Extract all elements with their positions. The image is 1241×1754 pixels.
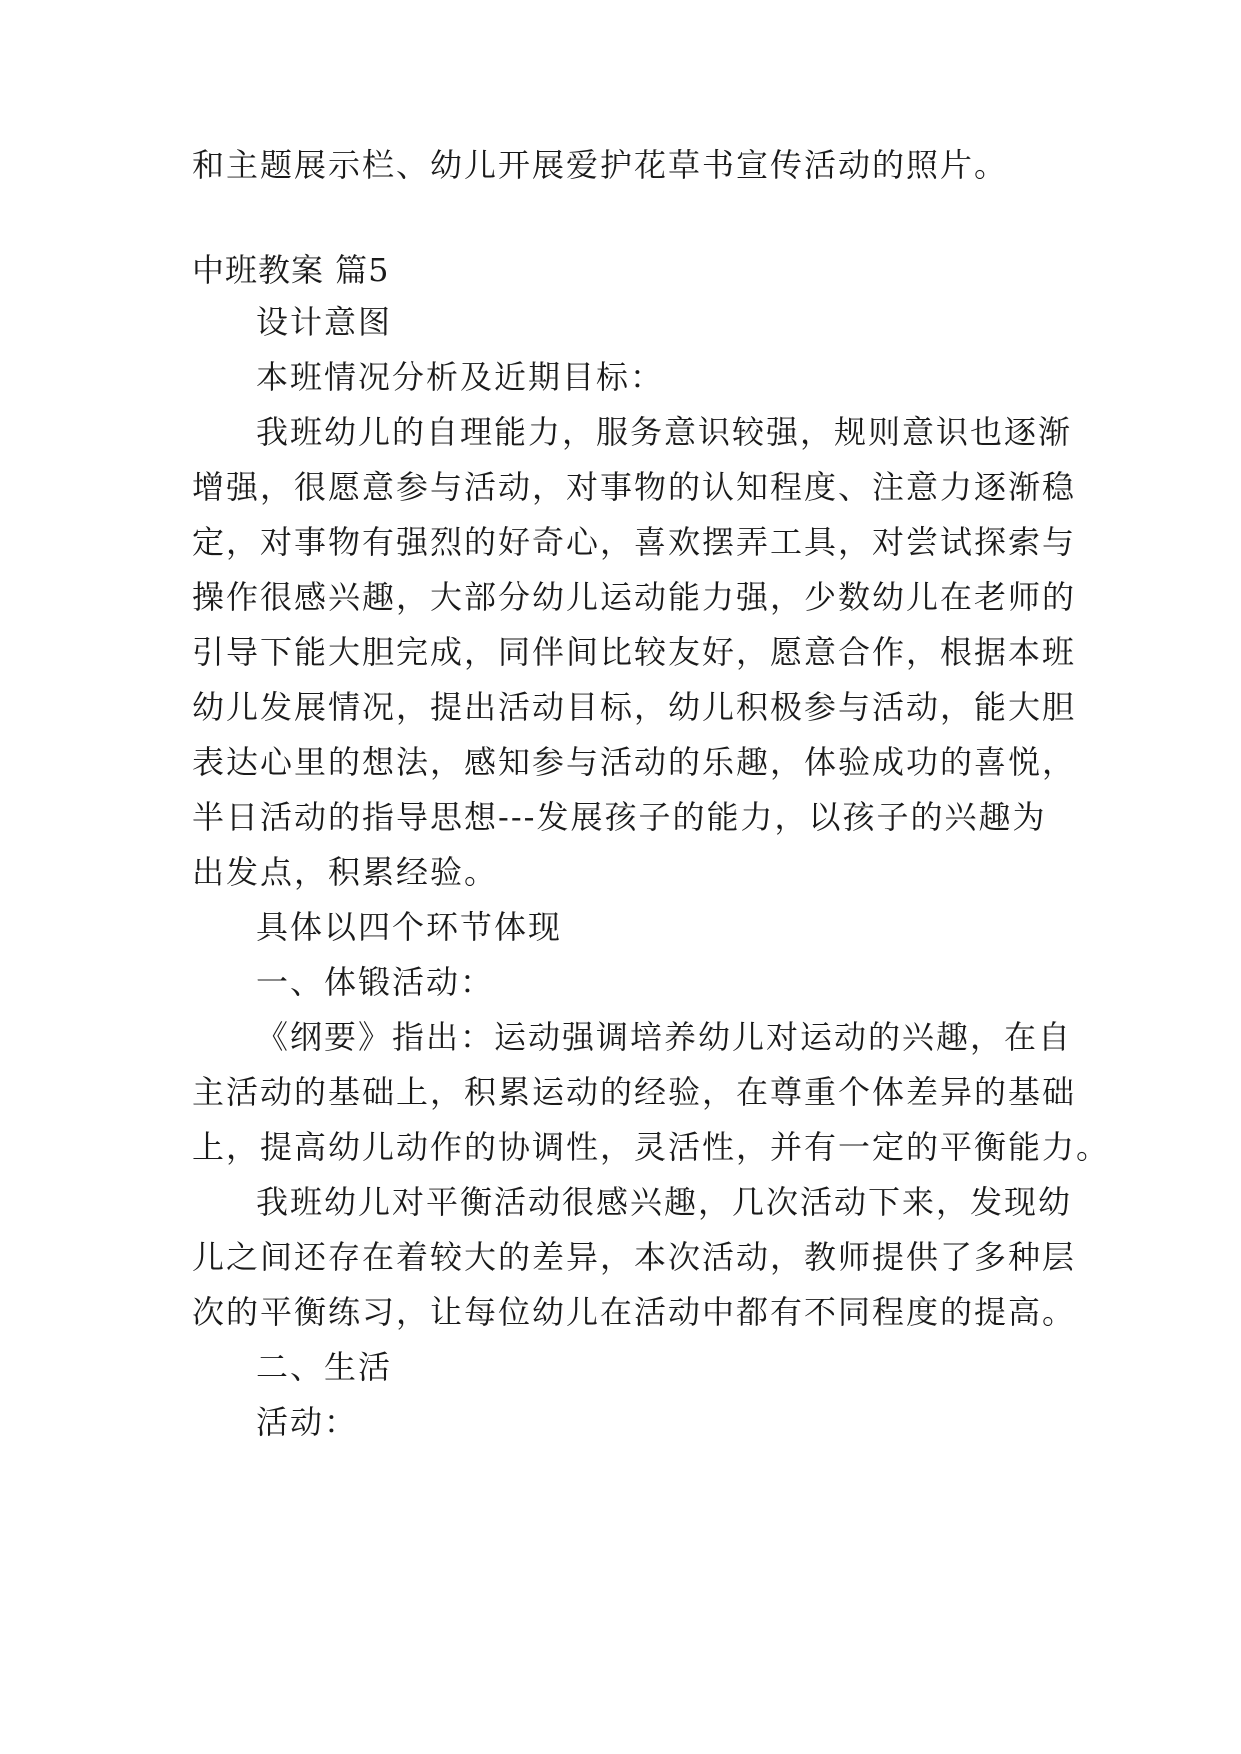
paragraph-line: 表达心里的想法，感知参与活动的乐趣，体验成功的喜悦， <box>192 743 1077 781</box>
paragraph-line: 主活动的基础上，积累运动的经验，在尊重个体差异的基础 <box>192 1073 1077 1111</box>
paragraph-line: 次的平衡练习，让每位幼儿在活动中都有不同程度的提高。 <box>192 1293 1077 1331</box>
paragraph-line: 我班幼儿的自理能力，服务意识较强，规则意识也逐渐 <box>256 413 1073 451</box>
paragraph-line: 半日活动的指导思想---发展孩子的能力，以孩子的兴趣为 <box>192 798 1047 836</box>
paragraph-line: 操作很感兴趣，大部分幼儿运动能力强，少数幼儿在老师的 <box>192 578 1077 616</box>
design-intent-heading: 设计意图 <box>256 303 393 341</box>
paragraph-line: 我班幼儿对平衡活动很感兴趣，几次活动下来，发现幼 <box>256 1183 1073 1221</box>
paragraph-line: 出发点，积累经验。 <box>192 853 499 891</box>
section-2-heading: 二、生活 <box>256 1348 393 1386</box>
section-title: 中班教案 篇5 <box>192 251 390 289</box>
section-1-heading: 一、体锻活动： <box>256 963 495 1001</box>
paragraph-line: 儿之间还存在着较大的差异，本次活动，教师提供了多种层 <box>192 1238 1077 1276</box>
carryover-line: 和主题展示栏、幼儿开展爱护花草书宣传活动的照片。 <box>192 146 1009 184</box>
class-analysis-heading: 本班情况分析及近期目标： <box>256 358 665 396</box>
paragraph-line: 上，提高幼儿动作的协调性，灵活性，并有一定的平衡能力。 <box>192 1128 1111 1166</box>
section-2-tail: 活动： <box>256 1403 359 1441</box>
paragraph-line: 《纲要》指出：运动强调培养幼儿对运动的兴趣，在自 <box>256 1018 1073 1056</box>
paragraph-line: 定，对事物有强烈的好奇心，喜欢摆弄工具，对尝试探索与 <box>192 523 1077 561</box>
paragraph-line: 引导下能大胆完成，同伴间比较友好，愿意合作，根据本班 <box>192 633 1077 671</box>
paragraph-line: 幼儿发展情况，提出活动目标，幼儿积极参与活动，能大胆 <box>192 688 1077 726</box>
four-links-line: 具体以四个环节体现 <box>256 908 563 946</box>
paragraph-line: 增强，很愿意参与活动，对事物的认知程度、注意力逐渐稳 <box>192 468 1077 506</box>
